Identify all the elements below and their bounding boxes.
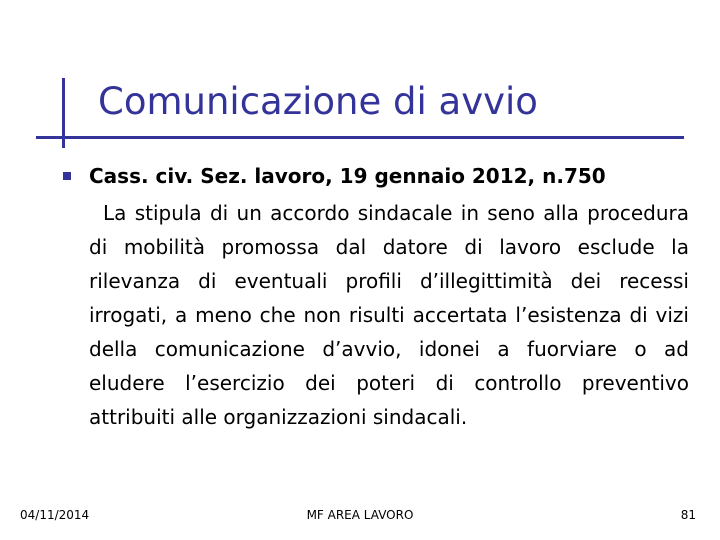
slide-title: Comunicazione di avvio — [98, 80, 538, 123]
square-bullet-icon — [63, 172, 71, 180]
bullet-heading: Cass. civ. Sez. lavoro, 19 gennaio 2012, n.750 — [89, 164, 606, 188]
body-paragraph: La stipula di un accordo sindacale in seno alla procedura di mobilità promossa dal datore di lavoro esclude la rilevanza di eventuali profili d’illegittimità dei recessi irrogati, a meno che non risulti accertata l’esistenza di vizi della comunicazione d’avvio, idonei a fuorviare o ad eludere l’esercizio dei poteri di controllo preventivo attribuiti alle organizzazioni sindacali. — [89, 201, 689, 429]
footer-page-number: 81 — [680, 508, 696, 522]
footer-center-text: MF AREA LAVORO — [306, 508, 414, 522]
footer-date: 04/11/2014 — [20, 508, 90, 522]
title-horizontal-rule — [36, 136, 684, 139]
